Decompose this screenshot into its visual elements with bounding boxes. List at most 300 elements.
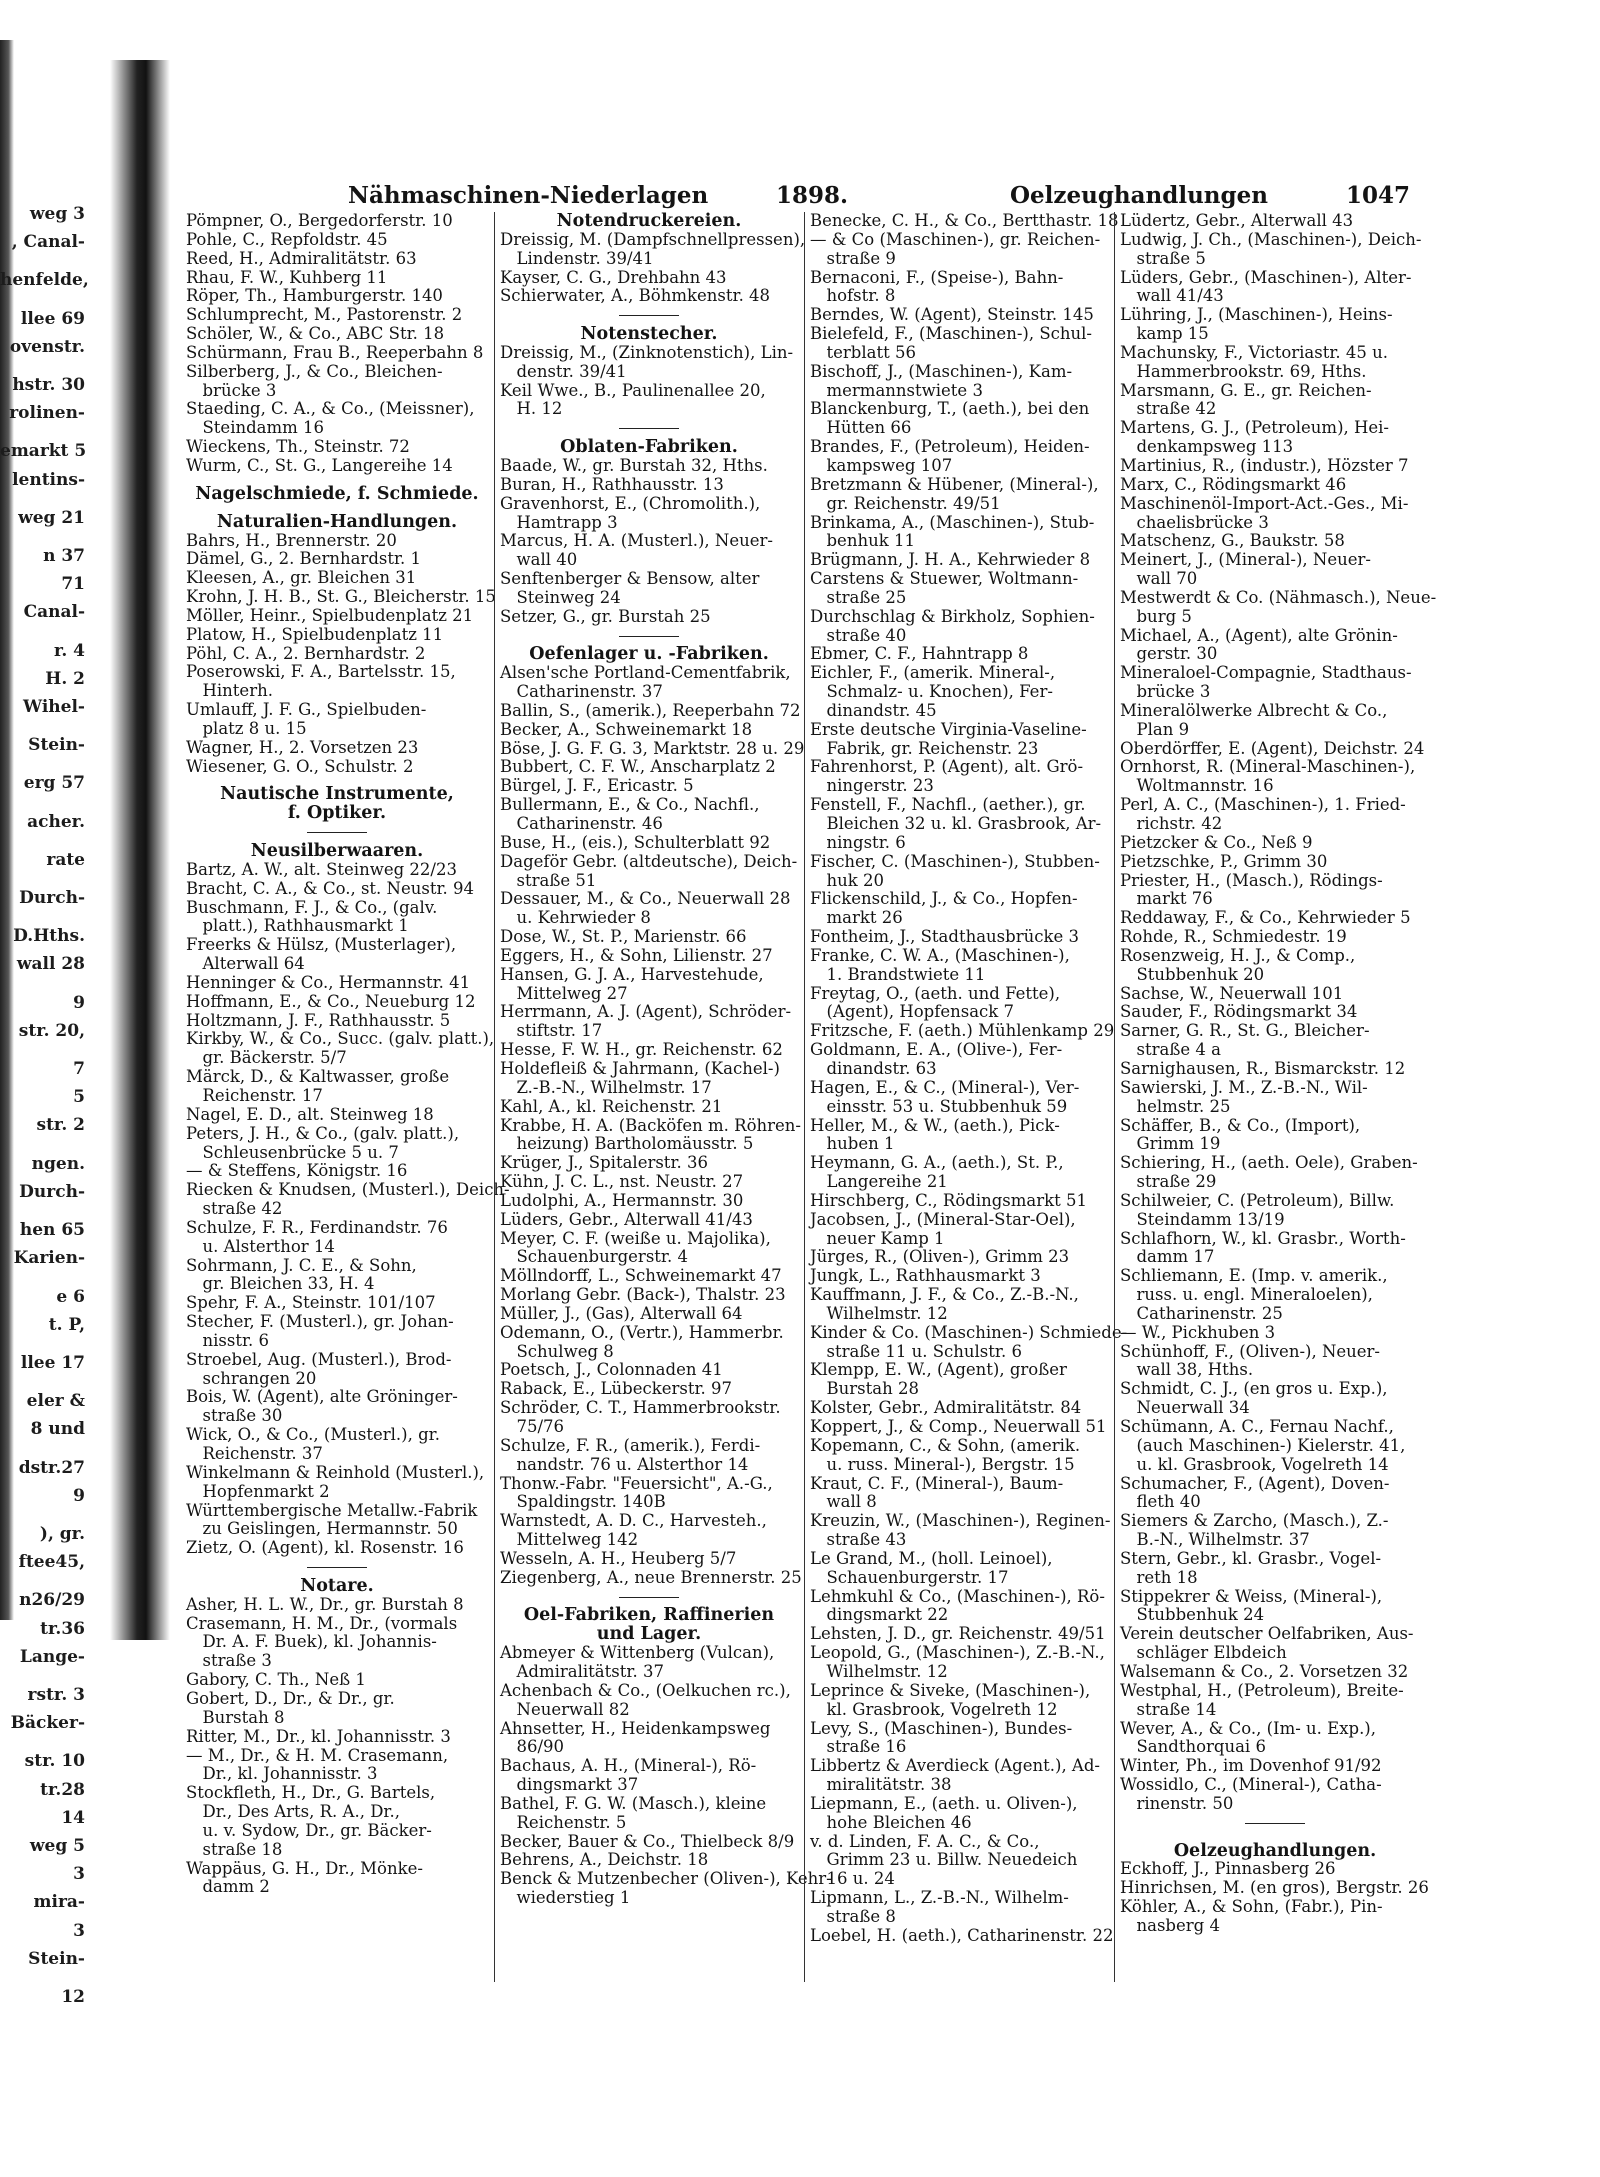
directory-entry-line: Abmeyer & Wittenberg (Vulcan), — [500, 1643, 775, 1663]
prev-page-fragment — [0, 1973, 85, 1983]
directory-entry-line: damm 2 — [186, 1877, 270, 1897]
directory-entry-line: Stippekrer & Weiss, (Mineral-), — [1120, 1586, 1383, 1606]
section-heading: Oefenlager u. -Fabriken. — [529, 644, 769, 665]
prev-page-fragment — [0, 1339, 85, 1349]
directory-entry-line: Herrmann, A. J. (Agent), Schröder- — [500, 1002, 792, 1022]
directory-entry-line: Blanckenburg, T., (aeth.), bei den — [810, 399, 1090, 419]
directory-entry-line: Kayser, C. G., Drehbahn 43 — [500, 267, 727, 287]
directory-entry-line: gerstr. 30 — [1120, 644, 1218, 664]
section-heading: Nagelschmiede, f. Schmiede. — [195, 483, 479, 504]
prev-page-fragment: Karien- — [13, 1248, 85, 1269]
directory-entry-line: straße 30 — [186, 1406, 283, 1426]
directory-entry-line: Siemers & Zarcho, (Masch.), Z.- — [1120, 1511, 1389, 1531]
directory-entry-line: denstr. 39/41 — [500, 361, 627, 381]
prev-page-fragment — [0, 1671, 85, 1681]
prev-page-fragment: rate — [46, 849, 85, 870]
prev-page-fragment: tr.28 — [40, 1779, 85, 1800]
directory-entry-line: Dreissig, M. (Dampfschnellpressen), — [500, 229, 806, 249]
directory-entry-line: Wappäus, G. H., Dr., Mönke- — [186, 1858, 423, 1878]
directory-entry-line: straße 3 — [186, 1651, 272, 1671]
directory-entry-line: Jürges, R., (Oliven-), Grimm 23 — [810, 1247, 1070, 1267]
directory-entry-line: Möller, Heinr., Spielbudenplatz 21 — [186, 605, 474, 625]
directory-entry-line: Michael, A., (Agent), alte Grönin- — [1120, 625, 1398, 645]
directory-entry-line: Marcus, H. A. (Musterl.), Neuer- — [500, 531, 773, 551]
prev-page-fragment: dstr.27 — [18, 1457, 85, 1478]
directory-entry-line: Wilhelmstr. 12 — [810, 1303, 948, 1323]
directory-entry-line: Levy, S., (Maschinen-), Bundes- — [810, 1718, 1073, 1738]
directory-entry-line: Keil Wwe., B., Paulinenallee 20, — [500, 380, 766, 400]
directory-entry-line: Kühn, J. C. L., nst. Neustr. 27 — [500, 1172, 744, 1192]
directory-entry-line: Reichenstr. 5 — [500, 1812, 627, 1832]
prev-page-fragment: e 6 — [56, 1286, 85, 1307]
directory-entry-line: Franke, C. W. A., (Maschinen-), — [810, 945, 1070, 965]
directory-entry-line: Alsen'sche Portland-Cementfabrik, — [500, 663, 791, 683]
directory-entry-line: Ballin, S., (amerik.), Reeperbahn 72 — [500, 700, 801, 720]
prev-page-fragment: n 37 — [43, 546, 85, 567]
directory-entry-line: Freytag, O., (aeth. und Fette), — [810, 983, 1061, 1003]
directory-entry-line: dingsmarkt 22 — [810, 1605, 949, 1625]
directory-entry-line: 16 u. 24 — [810, 1869, 895, 1889]
column-divider — [494, 212, 495, 1982]
directory-entry-line: Mineralölwerke Albrecht & Co., — [1120, 700, 1388, 720]
directory-entry-line: Kolster, Gebr., Admiralitätstr. 84 — [810, 1398, 1082, 1418]
directory-entry-line: Meinert, J., (Mineral-), Neuer- — [1120, 550, 1371, 570]
directory-column-2 — [500, 211, 832, 1908]
directory-entry-line: Schliemann, E. (Imp. v. amerik., — [1120, 1266, 1388, 1286]
directory-entry-line: straße 25 — [810, 587, 907, 607]
directory-entry-line: Lipmann, L., Z.-B.-N., Wilhelm- — [810, 1888, 1069, 1908]
directory-entry-line: Kraut, C. F., (Mineral-), Baum- — [810, 1473, 1064, 1493]
directory-entry-line: Verein deutscher Oelfabriken, Aus- — [1120, 1624, 1414, 1644]
directory-entry-line: schrangen 20 — [186, 1368, 317, 1388]
prev-page-fragment: 14 — [61, 1807, 85, 1828]
directory-entry-line: Röper, Th., Hamburgerstr. 140 — [186, 286, 443, 306]
directory-entry-line: Grimm 23 u. Billw. Neuedeich — [810, 1850, 1078, 1870]
directory-entry-line: straße 4 a — [1120, 1040, 1221, 1060]
directory-entry-line: Schleusenbrücke 5 u. 7 — [186, 1142, 399, 1162]
prev-page-fragment: emarkt 5 — [0, 441, 87, 462]
directory-entry-line: Brinkama, A., (Maschinen-), Stub- — [810, 512, 1095, 532]
directory-entry-line: (Agent), Hopfensack 7 — [810, 1002, 1015, 1022]
directory-entry-line: Fabrik, gr. Reichenstr. 23 — [810, 738, 1039, 758]
directory-entry-line: Hammerbrookstr. 69, Hths. — [1120, 361, 1367, 381]
directory-entry-line: Umlauff, J. F. G., Spielbuden- — [186, 700, 427, 720]
prev-page-fragment — [0, 1140, 85, 1150]
directory-entry-line: Gabory, C. Th., Neß 1 — [186, 1670, 366, 1690]
directory-entry-line: Libbertz & Averdieck (Agent.), Ad- — [810, 1756, 1100, 1776]
prev-page-fragment — [0, 1377, 85, 1387]
directory-entry-line: Burstah 28 — [810, 1379, 919, 1399]
directory-entry-line: terblatt 56 — [810, 342, 916, 362]
directory-entry-line: Lüdertz, Gebr., Alterwall 43 — [1120, 211, 1354, 230]
directory-entry-line: Freerks & Hülsz, (Musterlager), — [186, 935, 457, 955]
prev-page-fragment: 9 — [73, 992, 85, 1013]
directory-entry-line: Warnstedt, A. D. C., Harvesteh., — [500, 1511, 767, 1531]
directory-entry-line: Sachse, W., Neuerwall 101 — [1120, 983, 1344, 1003]
section-heading: Naturalien-Handlungen. — [216, 511, 458, 532]
directory-entry-line: Le Grand, M., (holl. Leinoel), — [810, 1548, 1053, 1568]
directory-entry-line: Steinweg 24 — [500, 587, 621, 607]
section-heading: Neusilberwaaren. — [250, 841, 424, 861]
directory-entry-line: Wieckens, Th., Steinstr. 72 — [186, 437, 410, 457]
prev-page-fragment: 71 — [61, 574, 85, 595]
directory-entry-line: Bachaus, A. H., (Mineral-), Rö- — [500, 1756, 757, 1776]
directory-entry-line: Schlumprecht, M., Pastorenstr. 2 — [186, 305, 463, 325]
directory-entry-line: Hesse, F. W. H., gr. Reichenstr. 62 — [500, 1040, 783, 1060]
directory-entry-line: heizung) Bartholomäusstr. 5 — [500, 1134, 754, 1154]
directory-entry-line: benhuk 11 — [810, 531, 915, 551]
directory-entry-line: Schümann, A. C., Fernau Nachf., — [1120, 1417, 1394, 1436]
directory-entry-line: Wever, A., & Co., (Im- u. Exp.), — [1120, 1718, 1376, 1738]
directory-entry-line: Schröder, C. T., Hammerbrookstr. — [500, 1398, 781, 1418]
directory-entry-line: schläger Elbdeich — [1120, 1643, 1287, 1663]
directory-entry-line: helmstr. 25 — [1120, 1096, 1231, 1116]
directory-entry-line: Sauder, F., Rödingsmarkt 34 — [1120, 1002, 1358, 1022]
directory-entry-line: Kauffmann, J. F., & Co., Z.-B.-N., — [810, 1285, 1079, 1305]
directory-entry-line: straße 42 — [186, 1199, 283, 1219]
prev-page-fragment — [0, 361, 85, 371]
directory-entry-line: Wick, O., & Co., (Musterl.), gr. — [186, 1425, 440, 1445]
directory-entry-line: Ludwig, J. Ch., (Maschinen-), Deich- — [1120, 229, 1422, 249]
directory-entry-line: kamp 15 — [1120, 324, 1209, 344]
directory-entry-line: Catharinenstr. 46 — [500, 814, 663, 833]
directory-entry-line: burg 5 — [1120, 606, 1192, 626]
prev-page-fragment: ftee45, — [18, 1552, 85, 1573]
prev-page-fragment: , Canal- — [11, 232, 85, 253]
directory-entry-line: Hagen, E., & C., (Mineral-), Ver- — [810, 1077, 1080, 1097]
directory-entry-line: Priester, H., (Masch.), Rödings- — [1120, 870, 1383, 890]
directory-entry-line: Achenbach & Co., (Oelkuchen rc.), — [500, 1680, 791, 1700]
directory-entry-line: wall 70 — [1120, 569, 1198, 589]
prev-page-fragment: rstr. 3 — [27, 1684, 85, 1705]
directory-entry-line: rinenstr. 50 — [1120, 1793, 1234, 1813]
directory-entry-line: B.-N., Wilhelmstr. 37 — [1120, 1530, 1310, 1550]
directory-entry-line: Buse, H., (eis.), Schulterblatt 92 — [500, 832, 771, 852]
directory-entry-line: straße 8 — [810, 1906, 896, 1926]
directory-entry-line: H. 12 — [500, 399, 563, 419]
directory-entry-line: Koppert, J., & Comp., Neuerwall 51 — [810, 1417, 1107, 1436]
directory-entry-line: Grimm 19 — [1120, 1134, 1221, 1154]
directory-entry-line: Platow, H., Spielbudenplatz 11 — [186, 624, 444, 644]
prev-page-fragment: llee 69 — [20, 308, 85, 329]
directory-column-3 — [810, 211, 1128, 1946]
prev-page-fragment: 3 — [73, 1920, 85, 1941]
directory-entry-line: denkampsweg 113 — [1120, 437, 1294, 457]
directory-entry-line: Pietzschke, P., Grimm 30 — [1120, 851, 1328, 871]
directory-entry-line: Bischoff, J., (Maschinen-), Kam- — [810, 361, 1073, 381]
directory-entry-line: Catharinenstr. 25 — [1120, 1303, 1283, 1323]
prev-page-fragment: 3 — [73, 1864, 85, 1885]
prev-page-fragment: mira- — [33, 1892, 85, 1913]
directory-entry-line: 75/76 — [500, 1417, 565, 1436]
directory-entry-line: Fenstell, F., Nachfl., (aether.), gr. — [810, 795, 1086, 815]
prev-page-fragment — [0, 798, 85, 808]
directory-entry-line: Lindenstr. 39/41 — [500, 248, 654, 268]
directory-entry-line: Krüger, J., Spitalerstr. 36 — [500, 1153, 708, 1173]
directory-entry-line: Matschenz, G., Baukstr. 58 — [1120, 531, 1345, 551]
directory-entry-line: wiederstieg 1 — [500, 1888, 631, 1908]
prev-page-fragment: ), gr. — [39, 1523, 85, 1544]
section-heading: f. Optiker. — [287, 803, 387, 824]
directory-entry-line: zu Geislingen, Hermannstr. 50 — [186, 1519, 458, 1539]
directory-entry-line: gr. Bäckerstr. 5/7 — [186, 1048, 347, 1068]
directory-entry-line: Poetsch, J., Colonnaden 41 — [500, 1360, 723, 1380]
directory-entry-line: Raback, E., Lübeckerstr. 97 — [500, 1379, 733, 1399]
directory-entry-line: — W., Pickhuben 3 — [1120, 1322, 1276, 1342]
directory-entry-line: Stubbenhuk 20 — [1120, 964, 1265, 984]
column-divider — [1114, 212, 1115, 1982]
directory-entry-line: Neuerwall 82 — [500, 1699, 630, 1719]
column-divider — [804, 212, 805, 1982]
directory-entry-line: huk 20 — [810, 870, 884, 890]
directory-entry-line: Lüders, Gebr., (Maschinen-), Alter- — [1120, 267, 1412, 287]
directory-entry-line: Walsemann & Co., 2. Vorsetzen 32 — [1120, 1661, 1409, 1681]
prev-page-fragment: ovenstr. — [9, 336, 85, 357]
directory-entry-line: Reed, H., Admiralitätstr. 63 — [186, 248, 417, 268]
prev-page-fragment — [0, 979, 85, 989]
directory-entry-line: Brügmann, J. H. A., Kehrwieder 8 — [810, 550, 1091, 570]
prev-page-fragment — [0, 1206, 85, 1216]
directory-entry-line: Flickenschild, J., & Co., Hopfen- — [810, 889, 1078, 909]
directory-entry-line: Dageför Gebr. (altdeutsche), Deich- — [500, 851, 798, 871]
directory-entry-line: Marx, C., Rödingsmarkt 46 — [1120, 474, 1347, 494]
prev-page-fragment: Wihel- — [23, 697, 85, 718]
directory-entry-line: Schauenburgerstr. 17 — [810, 1567, 1009, 1587]
prev-page-fragment: Durch- — [19, 1181, 85, 1202]
directory-entry-line: damm 17 — [1120, 1247, 1215, 1267]
directory-entry-line: Bielefeld, F., (Maschinen-), Schul- — [810, 324, 1092, 344]
directory-entry-line: Pietzcker & Co., Neß 9 — [1120, 832, 1313, 852]
directory-entry-line: russ. u. engl. Mineraloelen), — [1120, 1285, 1373, 1305]
section-heading: Oel-Fabriken, Raffinerien — [523, 1605, 775, 1626]
section-rule — [500, 306, 798, 325]
directory-entry-line: Reddaway, F., & Co., Kehrwieder 5 — [1120, 908, 1411, 928]
directory-entry-line: Fritzsche, F. (aeth.) Mühlenkamp 29 — [810, 1021, 1115, 1041]
prev-page-fragment: Stein- — [28, 1948, 85, 1969]
directory-entry-line: Bürgel, J. F., Ericastr. 5 — [500, 776, 694, 796]
directory-entry-line: Meyer, C. F. (weiße u. Majolika), — [500, 1228, 771, 1248]
directory-entry-line: ningstr. 6 — [810, 832, 906, 852]
directory-entry-line: Langereihe 21 — [810, 1172, 948, 1192]
directory-entry-line: (auch Maschinen-) Kielerstr. 41, — [1120, 1435, 1406, 1455]
directory-entry-line: Schierwater, A., Böhmkenstr. 48 — [500, 286, 771, 306]
directory-entry-line: richstr. 42 — [1120, 814, 1223, 833]
directory-entry-line: Bartz, A. W., alt. Steinweg 22/23 — [186, 859, 457, 879]
header-left-title: Nähmaschinen-Niederlagen — [348, 182, 709, 209]
directory-entry-line: Crasemann, H. M., Dr., (vormals — [186, 1613, 458, 1633]
directory-entry-line: Wurm, C., St. G., Langereihe 14 — [186, 455, 453, 475]
directory-entry-line: Mestwerdt & Co. (Nähmasch.), Neue- — [1120, 587, 1437, 607]
directory-entry-line: Brandes, F., (Petroleum), Heiden- — [810, 437, 1090, 457]
directory-entry-line: Hinterh. — [186, 681, 273, 701]
prev-page-fragment — [0, 1273, 85, 1283]
prev-page-fragment: hstr. 30 — [12, 375, 85, 396]
directory-entry-line: Heller, M., & W., (aeth.), Pick- — [810, 1115, 1060, 1135]
directory-entry-line: Westphal, H., (Petroleum), Breite- — [1120, 1680, 1404, 1700]
directory-entry-line: Ritter, M., Dr., kl. Johannisstr. 3 — [186, 1726, 451, 1746]
directory-entry-line: Hopfenmarkt 2 — [186, 1481, 330, 1501]
directory-entry-line: Morlang Gebr. (Back-), Thalstr. 23 — [500, 1285, 786, 1305]
directory-entry-line: Wossidlo, C., (Mineral-), Catha- — [1120, 1775, 1382, 1795]
directory-entry-line: kampsweg 107 — [810, 455, 953, 475]
directory-entry-line: Becker, A., Schweinemarkt 18 — [500, 719, 753, 739]
directory-entry-line: nisstr. 6 — [186, 1330, 270, 1350]
prev-page-fragment: 5 — [73, 1087, 85, 1108]
directory-entry-line: Heymann, G. A., (aeth.), St. P., — [810, 1153, 1064, 1173]
directory-entry-line: Märck, D., & Kaltwasser, große — [186, 1067, 450, 1087]
directory-entry-line: v. d. Linden, F. A. C., & Co., — [810, 1831, 1040, 1851]
directory-entry-line: nasberg 4 — [1120, 1915, 1220, 1935]
directory-entry-line: Bois, W. (Agent), alte Gröninger- — [186, 1387, 458, 1407]
directory-entry-line: Schlafhorn, W., kl. Grasbr., Worth- — [1120, 1228, 1406, 1248]
directory-column-1 — [186, 211, 510, 1897]
directory-entry-line: Buran, H., Rathhausstr. 13 — [500, 474, 724, 494]
prev-page-fragment — [0, 427, 85, 437]
directory-entry-line: Bubbert, C. F. W., Anscharplatz 2 — [500, 757, 776, 777]
directory-entry-line: Wagner, H., 2. Vorsetzen 23 — [186, 737, 419, 757]
prev-page-fragment — [0, 627, 85, 637]
directory-entry-line: Silberberg, J., & Co., Bleichen- — [186, 361, 443, 381]
section-heading: Notendruckereien. — [556, 211, 742, 231]
directory-entry-line: Sandthorquai 6 — [1120, 1737, 1266, 1757]
prev-page-fragment: str. 20, — [18, 1020, 85, 1041]
directory-entry-line: Schilweier, C. (Petroleum), Billw. — [1120, 1190, 1395, 1210]
prev-page-fragment: hen 65 — [19, 1220, 85, 1241]
section-rule — [500, 419, 798, 438]
directory-entry-line: Catharinenstr. 37 — [500, 682, 663, 702]
directory-entry-line: Bretzmann & Hübener, (Mineral-), — [810, 474, 1099, 494]
prev-page-fragment: wall 28 — [16, 954, 85, 975]
directory-entry-line: Dämel, G., 2. Bernhardstr. 1 — [186, 549, 422, 569]
prev-page-fragment: eler & — [26, 1391, 85, 1412]
section-heading: Oblaten-Fabriken. — [560, 437, 738, 458]
directory-entry-line: Dose, W., St. P., Marienstr. 66 — [500, 927, 747, 947]
directory-entry-line: straße 14 — [1120, 1699, 1217, 1719]
directory-entry-line: Schürmann, Frau B., Reeperbahn 8 — [186, 342, 484, 362]
directory-entry-line: neuer Kamp 1 — [810, 1228, 945, 1248]
directory-entry-line: Eggers, H., & Sohn, Lilienstr. 27 — [500, 945, 773, 965]
directory-entry-line: straße 18 — [186, 1839, 283, 1859]
directory-entry-line: Kleesen, A., gr. Bleichen 31 — [186, 568, 417, 588]
directory-entry-line: Ornhorst, R. (Mineral-Maschinen-), — [1120, 757, 1416, 777]
directory-entry-line: stiftstr. 17 — [500, 1021, 603, 1041]
directory-entry-line: Hoffmann, E., & Co., Neueburg 12 — [186, 991, 476, 1011]
directory-entry-line: Nagel, E. D., alt. Steinweg 18 — [186, 1104, 434, 1124]
directory-entry-line: Reichenstr. 37 — [186, 1444, 323, 1463]
directory-entry-line: Durchschlag & Birkholz, Sophien- — [810, 606, 1095, 626]
directory-entry-line: einsstr. 53 u. Stubbenhuk 59 — [810, 1096, 1068, 1116]
directory-entry-line: Benecke, C. H., & Co., Bertthastr. 18 — [810, 211, 1119, 230]
directory-entry-line: Lüders, Gebr., Alterwall 41/43 — [500, 1209, 753, 1229]
directory-entry-line: miralitätstr. 38 — [810, 1775, 952, 1795]
directory-entry-line: dingsmarkt 37 — [500, 1775, 639, 1795]
directory-entry-line: Böse, J. G. F. G. 3, Marktstr. 28 u. 29 — [500, 738, 805, 758]
directory-entry-line: Kahl, A., kl. Reichenstr. 21 — [500, 1096, 723, 1116]
directory-entry-line: markt 76 — [1120, 889, 1213, 909]
prev-page-fragment: weg 5 — [29, 1835, 85, 1856]
directory-entry-line: Perl, A. C., (Maschinen-), 1. Fried- — [1120, 795, 1406, 815]
prev-page-fragment: weg 3 — [29, 204, 85, 224]
directory-entry-line: Stecher, F. (Musterl.), gr. Johan- — [186, 1312, 454, 1332]
directory-entry-line: brücke 3 — [186, 380, 277, 400]
directory-entry-line: Odemann, O., (Vertr.), Hammerbr. — [500, 1322, 784, 1342]
directory-entry-line: Krohn, J. H. B., St. G., Bleicherstr. 15 — [186, 587, 496, 607]
directory-entry-line: Z.-B.-N., Wilhelmstr. 17 — [500, 1077, 712, 1097]
prev-page-fragment: t. P, — [48, 1314, 85, 1335]
directory-entry-line: Köhler, A., & Sohn, (Fabr.), Pin- — [1120, 1897, 1383, 1917]
directory-entry-line: — M., Dr., & H. M. Crasemann, — [186, 1745, 449, 1765]
section-rule — [500, 1588, 798, 1607]
directory-entry-line: Bernaconi, F., (Speise-), Bahn- — [810, 267, 1064, 287]
directory-entry-line: Eichler, F., (amerik. Mineral-, — [810, 663, 1056, 683]
prev-page-fragment — [0, 912, 85, 922]
directory-entry-line: ningerstr. 23 — [810, 776, 934, 796]
directory-entry-line: Marsmann, G. E., gr. Reichen- — [1120, 380, 1372, 400]
prev-page-fragment: rolinen- — [9, 403, 85, 424]
directory-entry-line: Thonw.-Fabr. "Feuersicht", A.-G., — [500, 1473, 773, 1493]
directory-entry-line: Martinius, R., (industr.), Hözster 7 — [1120, 455, 1409, 475]
prev-page-fragment: 9 — [73, 1485, 85, 1506]
directory-entry-line: Holtzmann, J. F., Rathhausstr. 5 — [186, 1010, 451, 1030]
directory-entry-line: Wiesener, G. O., Schulstr. 2 — [186, 756, 414, 776]
directory-entry-line: Pohle, C., Repfoldstr. 45 — [186, 229, 388, 249]
directory-entry-line: Schulze, F. R., (amerik.), Ferdi- — [500, 1435, 761, 1455]
directory-entry-line: straße 9 — [810, 248, 896, 268]
directory-entry-line: Neuerwall 34 — [1120, 1398, 1250, 1418]
prev-page-fragment — [0, 874, 85, 884]
directory-entry-line: Henninger & Co., Hermannstr. 41 — [186, 972, 471, 992]
directory-entry-line: Goldmann, E. A., (Olive-), Fer- — [810, 1040, 1063, 1060]
directory-entry-line: Kopemann, C., & Sohn, (amerik. — [810, 1435, 1081, 1455]
directory-entry-line: straße 40 — [810, 625, 907, 645]
directory-entry-line: Pöhl, C. A., 2. Bernhardstr. 2 — [186, 643, 426, 663]
directory-entry-line: Schumacher, F., (Agent), Doven- — [1120, 1473, 1390, 1493]
directory-entry-line: Schmidt, C. J., (en gros u. Exp.), — [1120, 1379, 1388, 1399]
directory-entry-line: reth 18 — [1120, 1567, 1198, 1587]
directory-entry-line: Spehr, F. A., Steinstr. 101/107 — [186, 1293, 436, 1313]
directory-entry-line: platz 8 u. 15 — [186, 718, 307, 738]
directory-entry-line: u. v. Sydow, Dr., gr. Bäcker- — [186, 1820, 432, 1840]
directory-entry-line: Dreissig, M., (Zinknotenstich), Lin- — [500, 342, 794, 362]
prev-page-fragment: H. 2 — [45, 668, 85, 689]
directory-entry-line: hofstr. 8 — [810, 286, 896, 306]
directory-entry-line: Müller, J., (Gas), Alterwall 64 — [500, 1303, 743, 1323]
section-rule — [500, 627, 798, 646]
directory-entry-line: u. russ. Mineral-), Bergstr. 15 — [810, 1454, 1075, 1474]
directory-entry-line: kl. Grasbrook, Vogelreth 12 — [810, 1699, 1058, 1719]
directory-entry-line: Behrens, A., Deichstr. 18 — [500, 1850, 709, 1870]
directory-entry-line: Berndes, W. (Agent), Steinstr. 145 — [810, 305, 1094, 325]
prev-page-fragment: Bäcker- — [10, 1713, 85, 1734]
directory-entry-line: Rosenzweig, H. J., & Comp., — [1120, 945, 1356, 965]
directory-entry-line: Stockfleth, H., Dr., G. Bartels, — [186, 1783, 436, 1803]
prev-page-fragment — [0, 295, 85, 305]
directory-entry-line: wall 8 — [810, 1492, 877, 1512]
directory-entry-line: Schmalz- u. Knochen), Fer- — [810, 682, 1053, 702]
directory-entry-line: markt 26 — [810, 908, 903, 928]
directory-entry-line: straße 51 — [500, 870, 597, 890]
directory-entry-line: Ebmer, C. F., Hahntrapp 8 — [810, 644, 1029, 664]
directory-entry-line: Winkelmann & Reinhold (Musterl.), — [186, 1462, 485, 1482]
previous-page-fragments — [0, 200, 100, 2007]
directory-entry-line: Martens, G. J., (Petroleum), Hei- — [1120, 418, 1390, 438]
directory-entry-line: Benck & Mutzenbecher (Oliven-), Kehr- — [500, 1869, 832, 1889]
directory-entry-line: Holdefleiß & Jahrmann, (Kachel-) — [500, 1058, 780, 1078]
directory-entry-line: Riecken & Knudsen, (Musterl.), Deich- — [186, 1180, 510, 1200]
directory-entry-line: Bathel, F. G. W. (Masch.), kleine — [500, 1793, 767, 1813]
directory-entry-line: Peters, J. H., & Co., (galv. platt.), — [186, 1123, 460, 1143]
directory-entry-line: Plan 9 — [1120, 719, 1190, 739]
